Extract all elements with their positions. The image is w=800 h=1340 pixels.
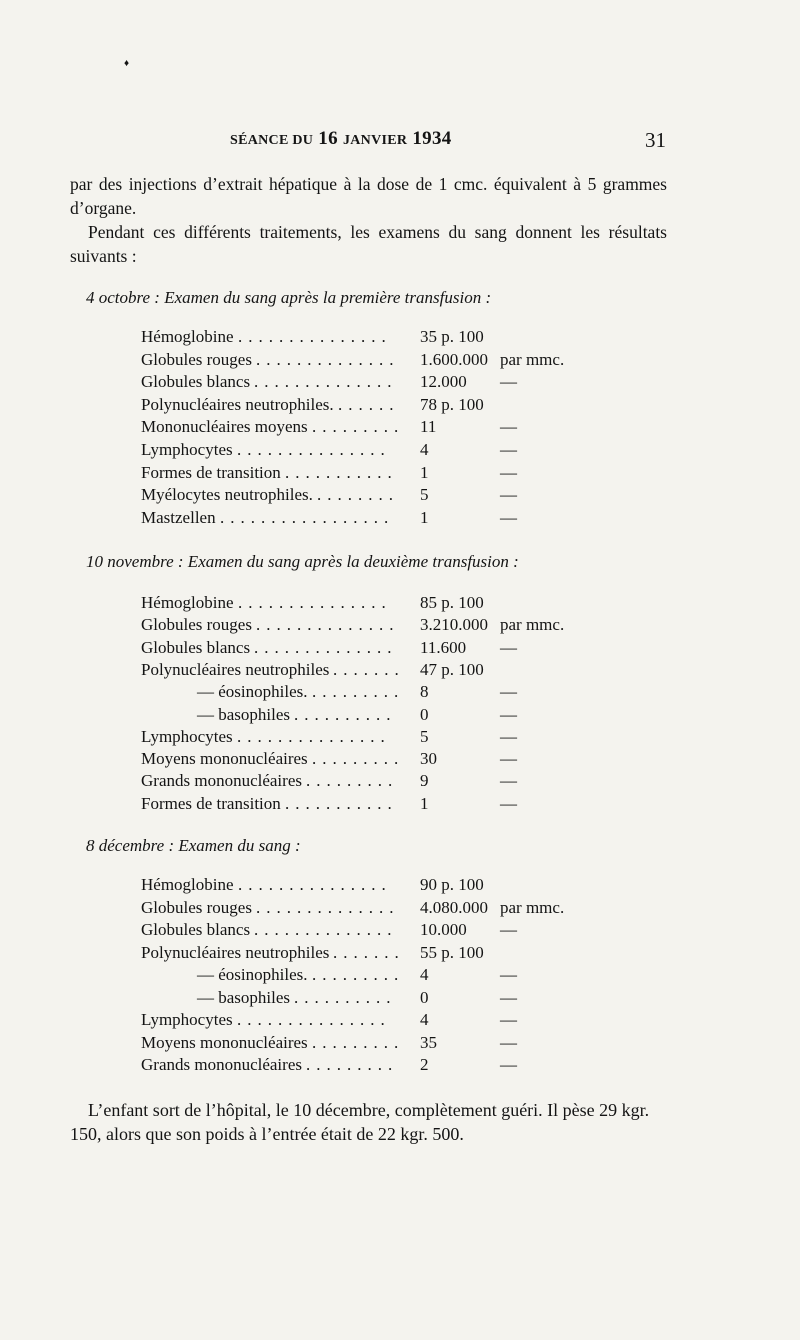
row-unit: — <box>500 462 517 482</box>
leader-dots: ......... <box>312 1032 405 1052</box>
row-value: 4 <box>420 440 429 459</box>
row-label: Globules blancs <box>141 637 251 657</box>
row-unit: — <box>500 1010 517 1029</box>
leader-dots: ......... <box>306 771 399 791</box>
table-row <box>141 416 621 438</box>
row-label: Hémoglobine <box>141 875 234 894</box>
row-value: 1 <box>420 793 429 813</box>
row-value: 11.600 <box>420 637 467 657</box>
table-row <box>141 874 621 896</box>
leader-dots: ............... <box>237 1010 391 1029</box>
table-row <box>141 770 621 792</box>
row-unit: — <box>500 749 517 769</box>
row-unit: — <box>500 440 517 459</box>
row-value: 3.210.000 <box>420 615 488 635</box>
row-label: Hémoglobine <box>141 327 234 346</box>
table-row <box>141 704 621 726</box>
leader-dots: ....... <box>333 659 405 679</box>
table-row <box>141 507 621 529</box>
row-value: 11 <box>420 417 437 437</box>
row-value: 1 <box>420 462 429 482</box>
row-label: Grands mononucléaires <box>141 771 302 791</box>
row-unit: — <box>500 507 517 527</box>
row-label: Globules rouges <box>141 615 252 635</box>
leader-dots: ............... <box>238 593 392 612</box>
row-unit: — <box>500 793 517 813</box>
row-label: Globules rouges <box>141 349 252 369</box>
table-row <box>141 439 621 461</box>
row-label: Moyens mononucléaires <box>141 1032 308 1052</box>
table-row <box>141 326 621 348</box>
leader-dots: .............. <box>256 897 400 917</box>
table-row <box>141 637 621 659</box>
row-label: Formes de transition <box>141 462 281 482</box>
leader-dots: .......... <box>294 704 397 724</box>
header-title-prefix: SÉANCE DU <box>230 133 314 148</box>
row-unit: — <box>500 920 517 939</box>
leader-dots: ...... <box>338 394 400 414</box>
table-row <box>141 592 621 614</box>
row-label: Moyens mononucléaires <box>141 749 308 769</box>
row-label: — basophiles <box>197 987 291 1007</box>
row-unit: — <box>500 1055 517 1074</box>
leader-dots: .............. <box>254 920 398 939</box>
leader-dots: ............... <box>237 440 391 459</box>
table-row <box>141 942 621 964</box>
table-row <box>141 462 621 484</box>
table-row <box>141 919 621 941</box>
conclusion-paragraph: L’enfant sort de l’hôpital, le 10 décembre, complètement guéri. Il pèse 29 kgr. 150, alors que son poids à l’entrée était de 22 kgr. 500. <box>70 1100 650 1144</box>
table-row <box>141 371 621 393</box>
table-row <box>141 793 621 815</box>
leader-dots: ......... <box>312 965 405 984</box>
table-row <box>141 726 621 748</box>
row-value: 9 <box>420 771 429 791</box>
header-title-month: JANVIER <box>342 133 408 148</box>
row-value: 55 p. 100 <box>420 942 484 962</box>
leader-dots: ............... <box>237 726 391 746</box>
print-mark: ♦ <box>124 58 130 69</box>
row-value: 10.000 <box>420 920 467 939</box>
row-unit: par mmc. <box>500 349 565 369</box>
table-row <box>141 349 621 371</box>
leader-dots: .......... <box>294 987 397 1007</box>
leader-dots: ........... <box>285 462 398 482</box>
row-label: — éosinophiles. <box>197 682 308 702</box>
row-value: 5 <box>420 726 429 746</box>
table-row <box>141 1009 621 1031</box>
leader-dots: .............. <box>256 615 400 635</box>
row-value: 2 <box>420 1055 429 1074</box>
row-label: Hémoglobine <box>141 593 234 612</box>
row-unit: — <box>500 682 517 702</box>
row-value: 30 <box>420 749 437 769</box>
table-row <box>141 659 621 681</box>
leader-dots: ............... <box>238 875 392 894</box>
header-title-year: 1934 <box>412 128 452 149</box>
leader-dots: ......... <box>312 749 405 769</box>
table-row <box>141 1054 621 1076</box>
leader-dots: ......... <box>306 1055 399 1074</box>
row-label: Formes de transition <box>141 793 281 813</box>
leader-dots: ........... <box>285 793 398 813</box>
row-unit: par mmc. <box>500 615 565 635</box>
table-row <box>141 1032 621 1054</box>
leader-dots: .............. <box>254 637 398 657</box>
row-value: 5 <box>420 485 429 505</box>
row-unit: — <box>500 965 517 984</box>
row-value: 1.600.000 <box>420 349 488 369</box>
leader-dots: ......... <box>312 682 405 702</box>
row-label: Polynucléaires neutrophiles <box>141 659 330 679</box>
row-label: Grands mononucléaires <box>141 1055 302 1074</box>
row-label: — éosinophiles. <box>197 965 308 984</box>
row-value: 35 p. 100 <box>420 327 484 346</box>
row-value: 85 p. 100 <box>420 593 484 612</box>
row-label: Polynucléaires neutrophiles <box>141 942 330 962</box>
header-title <box>230 128 452 150</box>
row-value: 1 <box>420 507 429 527</box>
table-row <box>141 614 621 636</box>
row-label: Globules blancs <box>141 372 251 392</box>
row-unit: — <box>500 372 517 392</box>
row-unit: — <box>500 704 517 724</box>
row-label: Lymphocytes <box>141 1010 233 1029</box>
row-label: Mononucléaires moyens <box>141 417 308 437</box>
row-label: Myélocytes neutrophiles. <box>141 485 313 505</box>
row-label: Globules rouges <box>141 897 252 917</box>
row-unit: par mmc. <box>500 897 565 917</box>
table-row <box>141 681 621 703</box>
row-value: 4 <box>420 1010 429 1029</box>
row-label: Mastzellen <box>141 507 216 527</box>
row-value: 12.000 <box>420 372 467 392</box>
row-unit: — <box>500 485 517 505</box>
row-value: 35 <box>420 1032 437 1052</box>
intro-paragraph-1: par des injections d’extrait hépatique à la dose de 1 cmc. équivalent à 5 grammes d’organe. <box>70 174 667 218</box>
table-row <box>141 897 621 919</box>
leader-dots: .............. <box>254 372 398 392</box>
section-heading: 10 novembre : Examen du sang après la deuxième transfusion : <box>86 552 519 571</box>
row-value: 4.080.000 <box>420 897 488 917</box>
row-label: Globules blancs <box>141 920 251 939</box>
table-row <box>141 964 621 986</box>
row-unit: — <box>500 726 517 746</box>
row-unit: — <box>500 987 517 1007</box>
page-number: 31 <box>645 128 666 152</box>
row-value: 0 <box>420 704 429 724</box>
table-row <box>141 987 621 1009</box>
row-value: 0 <box>420 987 429 1007</box>
leader-dots: ................. <box>220 507 395 527</box>
intro-paragraph-2: Pendant ces différents traitements, les examens du sang donnent les résultats suivants : <box>70 222 667 266</box>
row-label: Polynucléaires neutrophiles. <box>141 394 334 414</box>
row-unit: — <box>500 771 517 791</box>
section-heading: 8 décembre : Examen du sang : <box>86 836 301 855</box>
header-title-day: 16 <box>318 128 338 149</box>
row-label: Lymphocytes <box>141 726 233 746</box>
leader-dots: ............... <box>238 327 392 346</box>
row-value: 4 <box>420 965 429 984</box>
leader-dots: .............. <box>256 349 400 369</box>
row-value: 78 p. 100 <box>420 394 484 414</box>
section-heading: 4 octobre : Examen du sang après la première transfusion : <box>86 288 492 307</box>
row-unit: — <box>500 637 517 657</box>
table-row <box>141 394 621 416</box>
leader-dots: ......... <box>312 417 405 437</box>
row-unit: — <box>500 417 517 437</box>
table-row <box>141 748 621 770</box>
row-value: 90 p. 100 <box>420 875 484 894</box>
row-label: Lymphocytes <box>141 440 233 459</box>
row-label: — basophiles <box>197 704 291 724</box>
running-header <box>230 128 666 158</box>
table-row <box>141 484 621 506</box>
row-value: 47 p. 100 <box>420 659 484 679</box>
row-value: 8 <box>420 682 429 702</box>
leader-dots: ....... <box>333 942 405 962</box>
leader-dots: ........ <box>317 485 399 505</box>
row-unit: — <box>500 1032 517 1052</box>
